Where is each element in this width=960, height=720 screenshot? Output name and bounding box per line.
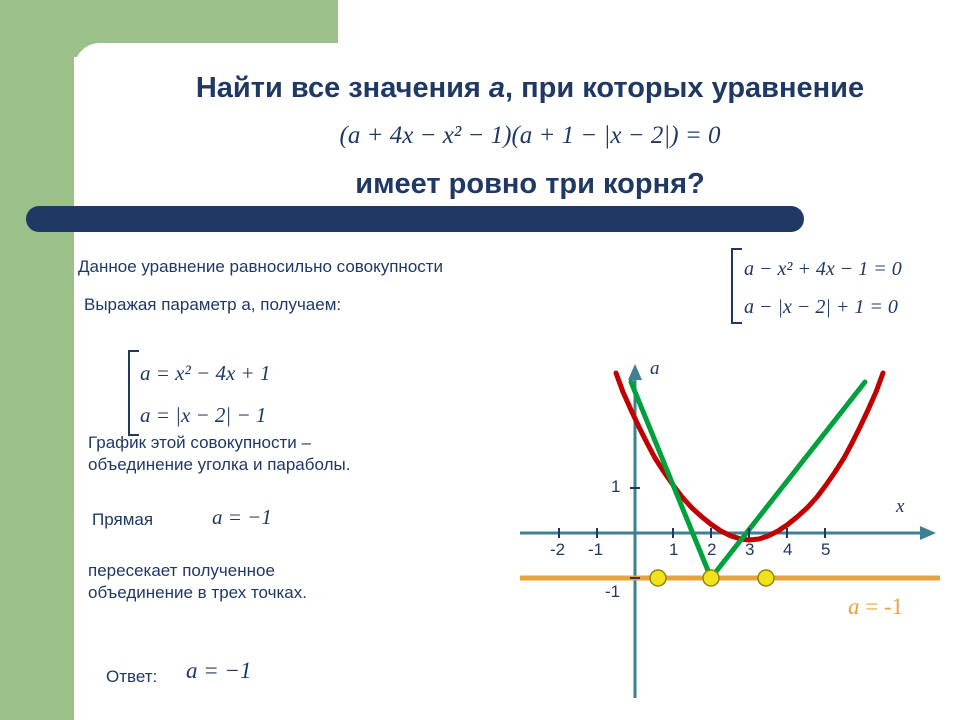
page-title: [110, 70, 950, 106]
x-tick-5: 5: [821, 540, 831, 559]
body-line-5b: объединение в трех точках.: [88, 583, 307, 603]
decor-left-band: [0, 0, 74, 720]
x-tick-4: 4: [783, 540, 793, 559]
system-left: [140, 352, 270, 436]
system-left-eq2: a = |x − 2| − 1: [140, 403, 267, 427]
body-line-5: [88, 560, 307, 604]
x-tick-1: 1: [669, 540, 679, 559]
body-line-3b: объединение уголка и параболы.: [88, 455, 351, 475]
system-right-eq1: a − x² + 4x − 1 = 0: [744, 258, 902, 280]
system-right-eq2: a − |x − 2| + 1 = 0: [744, 296, 898, 318]
axis-y-label: a: [650, 358, 660, 379]
body-line-2: Выражая параметр a, получаем:: [84, 295, 342, 314]
title-text-pre: Найти все значения: [195, 72, 489, 104]
system-left-eq1: a = x² − 4x + 1: [140, 361, 271, 385]
axes: [520, 364, 936, 698]
y-tick-1: 1: [611, 477, 621, 496]
body-line-3a: График этой совокупности –: [88, 433, 311, 452]
system-bracket-right: [731, 248, 742, 324]
line-annotation-param: a: [848, 594, 860, 619]
axis-x-label: x: [896, 496, 905, 517]
body-line-5a: пересекает полученное: [88, 561, 275, 580]
graph-figure: [500, 358, 960, 708]
system-right: [744, 250, 902, 326]
body-line-1: Данное уравнение равносильно совокупности: [78, 257, 444, 276]
intersection-point: [703, 570, 719, 586]
intersection-point: [758, 570, 774, 586]
y-tick--1: -1: [605, 582, 621, 601]
graph-svg: [500, 358, 960, 708]
x-tick--1: -1: [588, 540, 604, 559]
answer-equation: a = −1: [186, 658, 252, 683]
intersection-point: [650, 570, 666, 586]
divider-bar: [26, 206, 804, 232]
system-bracket-left: [128, 350, 139, 436]
line-equation: a = −1: [212, 505, 272, 529]
line-annotation: [848, 594, 903, 620]
line-annotation-rest: = -1: [859, 594, 904, 619]
answer-label: Ответ:: [106, 667, 158, 686]
parabola-curve: [616, 373, 883, 540]
body-line-3: [88, 432, 350, 476]
title-param: a: [488, 72, 506, 104]
page-subtitle: имеет ровно три корня?: [355, 168, 705, 200]
body-line-4: Прямая: [92, 510, 154, 529]
title-text-post: , при которых уравнение: [505, 72, 865, 104]
x-tick-2: 2: [707, 540, 717, 559]
x-tick--2: -2: [550, 540, 566, 559]
main-equation: (a + 4x − x² − 1)(a + 1 − |x − 2|) = 0: [339, 122, 721, 149]
x-tick-3: 3: [745, 540, 755, 559]
